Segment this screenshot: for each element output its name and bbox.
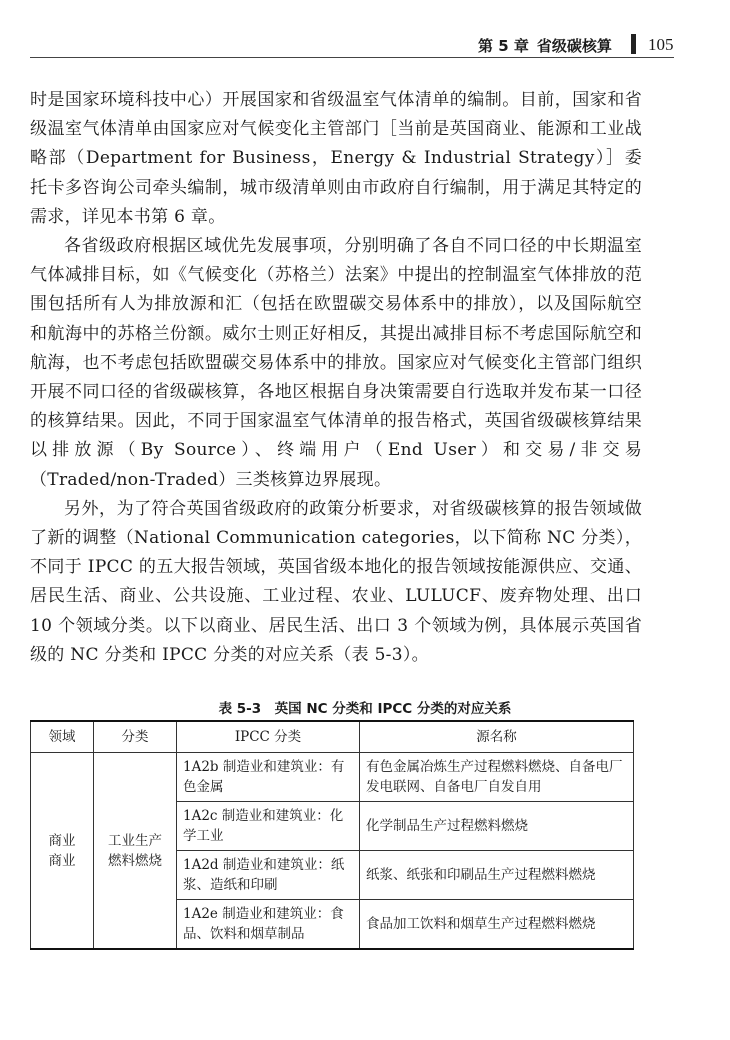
table-row xyxy=(31,753,634,802)
category-cell: 工业生产 燃料燃烧 xyxy=(94,753,177,950)
header-rule xyxy=(30,57,674,58)
header-ipcc: IPCC 分类 xyxy=(177,721,360,753)
chapter-number: 第 5 章 xyxy=(478,37,529,55)
chapter-title: 省级碳核算 xyxy=(536,37,612,55)
paragraph-2: 各省级政府根据区域优先发展事项，分别明确了各自不同口径的中长期温室气体减排目标，如《气候变化（苏格兰）法案》中提出的控制温室气体排放的范围包括所有人为排放源和汇（包括在欧盟碳交易体系中的排放），以及国际航空和航海中的苏格兰份额。威尔士则正好相反，其提出减排目标不考虑国际航空和航海，也不考虑包括欧盟碳交易体系中的排放。国家应对气候变化主管部门组织开展不同口径的省级碳核算，各地区根据自身决策需要自行选取并发布某一口径的核算结果。因此，不同于国家温室气体清单的报告格式，英国省级碳核算结果以排放源（By Source）、终端用户（End User）和交易/非交易（Traded/non-Traded）三类核算边界展现。 xyxy=(30,236,642,490)
body-text xyxy=(30,86,642,670)
page-number: 105 xyxy=(648,35,674,54)
chapter-heading xyxy=(478,35,612,56)
source-cell: 化学制品生产过程燃料燃烧 xyxy=(360,802,634,851)
nc-ipcc-table xyxy=(30,720,634,950)
ipcc-cell: 1A2e 制造业和建筑业：食品、饮料和烟草制品 xyxy=(177,900,360,950)
ipcc-cell: 1A2c 制造业和建筑业：化学工业 xyxy=(177,802,360,851)
header-category: 分类 xyxy=(94,721,177,753)
table-caption: 表 5-3 英国 NC 分类和 IPCC 分类的对应关系 xyxy=(218,701,512,717)
ipcc-cell: 1A2d 制造业和建筑业：纸浆、造纸和印刷 xyxy=(177,851,360,900)
source-cell: 食品加工饮料和烟草生产过程燃料燃烧 xyxy=(360,900,634,950)
domain-cell: 商业 商业 xyxy=(31,753,94,950)
paragraph-3: 另外，为了符合英国省级政府的政策分析要求，对省级碳核算的报告领域做了新的调整（National Communication categories，以下简称 NC 分类），不同于 IPCC 的五大报告领域，英国省级本地化的报告领域按能源供应、交通、居民生活、商业、公共设施、工业过程、农业、LULUCF、废弃物处理、出口 10 个领域分类。以下以商业、居民生活、出口 3 个领域为例，具体展示英国省级的 NC 分类和 IPCC 分类的对应关系（表 5-3）。 xyxy=(30,498,642,665)
paragraph-1: 时是国家环境科技中心）开展国家和省级温室气体清单的编制。目前，国家和省级温室气体清单由国家应对气候变化主管部门［当前是英国商业、能源和工业战略部（Department for Business，Energy & Industrial Strategy）］委托卡多咨询公司牵头编制，城市级清单则由市政府自行编制，用于满足其特定的需求，详见本书第 6 章。 xyxy=(30,90,642,227)
table-header-row xyxy=(31,721,634,753)
header-source: 源名称 xyxy=(360,721,634,753)
running-header xyxy=(0,0,730,62)
header-bar xyxy=(631,34,636,54)
ipcc-cell: 1A2b 制造业和建筑业：有色金属 xyxy=(177,753,360,802)
header-domain: 领域 xyxy=(31,721,94,753)
source-cell: 有色金属冶炼生产过程燃料燃烧、自备电厂发电联网、自备电厂自发自用 xyxy=(360,753,634,802)
source-cell: 纸浆、纸张和印刷品生产过程燃料燃烧 xyxy=(360,851,634,900)
